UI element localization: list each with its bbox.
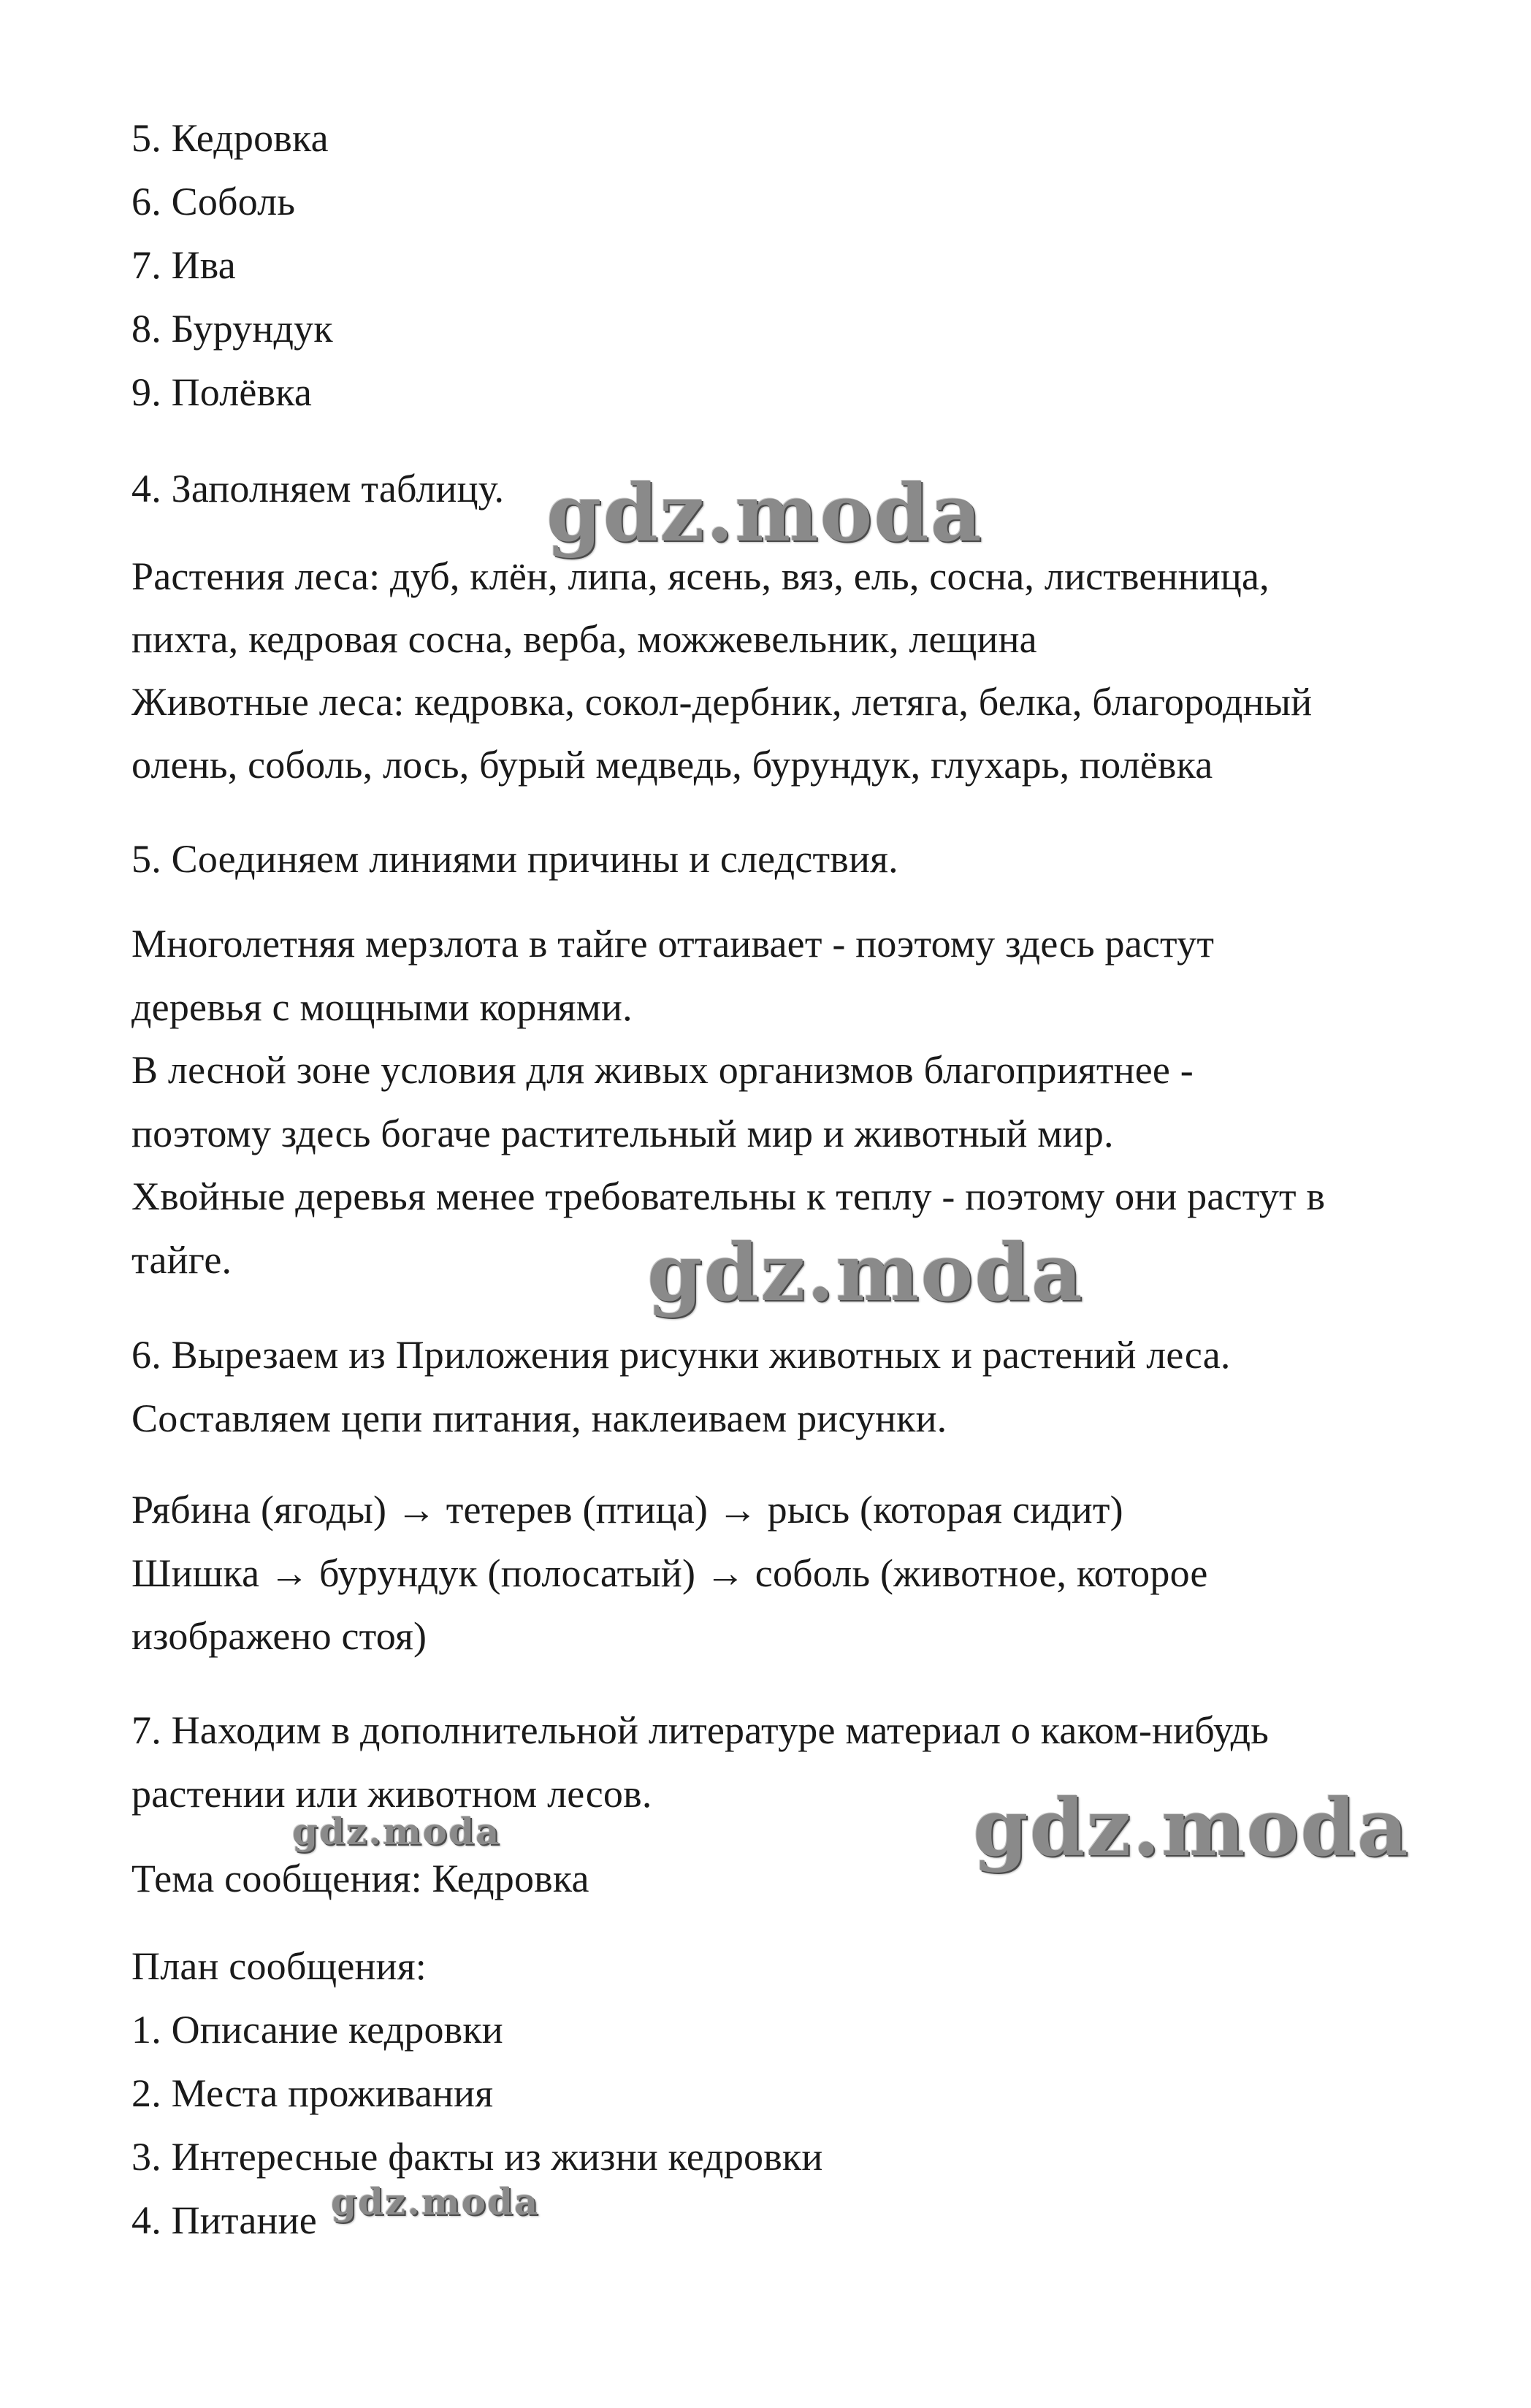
cause-3-line-1: Хвойные деревья менее требовательны к теплу - поэтому они растут в [131,1174,1326,1218]
list-item-5: 5. Кедровка [131,116,329,160]
animals-line-2: олень, соболь, лось, бурый медведь, бурундук, глухарь, полёвка [131,743,1213,787]
list-item-9: 9. Полёвка [131,370,313,414]
cause-2-line-1: В лесной зоне условия для живых организмов благоприятнее - [131,1048,1194,1092]
plants-line-2: пихта, кедровая сосна, верба, можжевельник, лещина [131,617,1037,661]
cause-3-line-2: тайге. [131,1238,232,1282]
watermark: gdz.moda [973,1782,1410,1874]
task-7-heading-line-1: 7. Находим в дополнительной литературе материал о каком-нибудь [131,1708,1270,1752]
report-plan-heading: План сообщения: [131,1944,427,1988]
list-item-6: 6. Соболь [131,180,296,223]
cause-1-line-2: деревья с мощными корнями. [131,985,633,1029]
cause-1-line-1: Многолетняя мерзлота в тайге оттаивает - поэтому здесь растут [131,922,1215,966]
watermark: gdz.moda [331,2180,540,2223]
list-item-8: 8. Бурундук [131,307,333,351]
plan-item-2: 2. Места проживания [131,2071,494,2115]
cause-2-line-2: поэтому здесь богаче растительный мир и животный мир. [131,1112,1114,1155]
task-6-subheading: Составляем цепи питания, наклеиваем рисунки. [131,1396,947,1440]
plan-item-4: 4. Питание [131,2198,317,2242]
task-6-heading: 6. Вырезаем из Приложения рисунки животных и растений леса. [131,1333,1231,1377]
plan-item-3: 3. Интересные факты из жизни кедровки [131,2135,823,2179]
plan-item-1: 1. Описание кедровки [131,2008,503,2052]
animals-line-1: Животные леса: кедровка, сокол-дербник, летяга, белка, благородный [131,680,1313,724]
list-item-7: 7. Ива [131,243,236,287]
watermark: gdz.moda [292,1810,501,1853]
task-7-heading-line-2: растении или животном лесов. [131,1772,652,1816]
task-5-heading: 5. Соединяем линиями причины и следствия. [131,837,898,881]
food-chain-1: Рябина (ягоды) → тетерев (птица) → рысь (которая сидит) [131,1488,1123,1532]
report-topic: Тема сообщения: Кедровка [131,1857,589,1900]
task-4-heading: 4. Заполняем таблицу. [131,467,505,511]
plants-line-1: Растения леса: дуб, клён, липа, ясень, вяз, ель, сосна, лиственница, [131,554,1270,598]
watermark: gdz.moda [546,467,983,559]
food-chain-2-line-2: изображено стоя) [131,1614,427,1658]
food-chain-2-line-1: Шишка → бурундук (полосатый) → соболь (животное, которое [131,1551,1208,1595]
watermark: gdz.moda [647,1227,1084,1319]
